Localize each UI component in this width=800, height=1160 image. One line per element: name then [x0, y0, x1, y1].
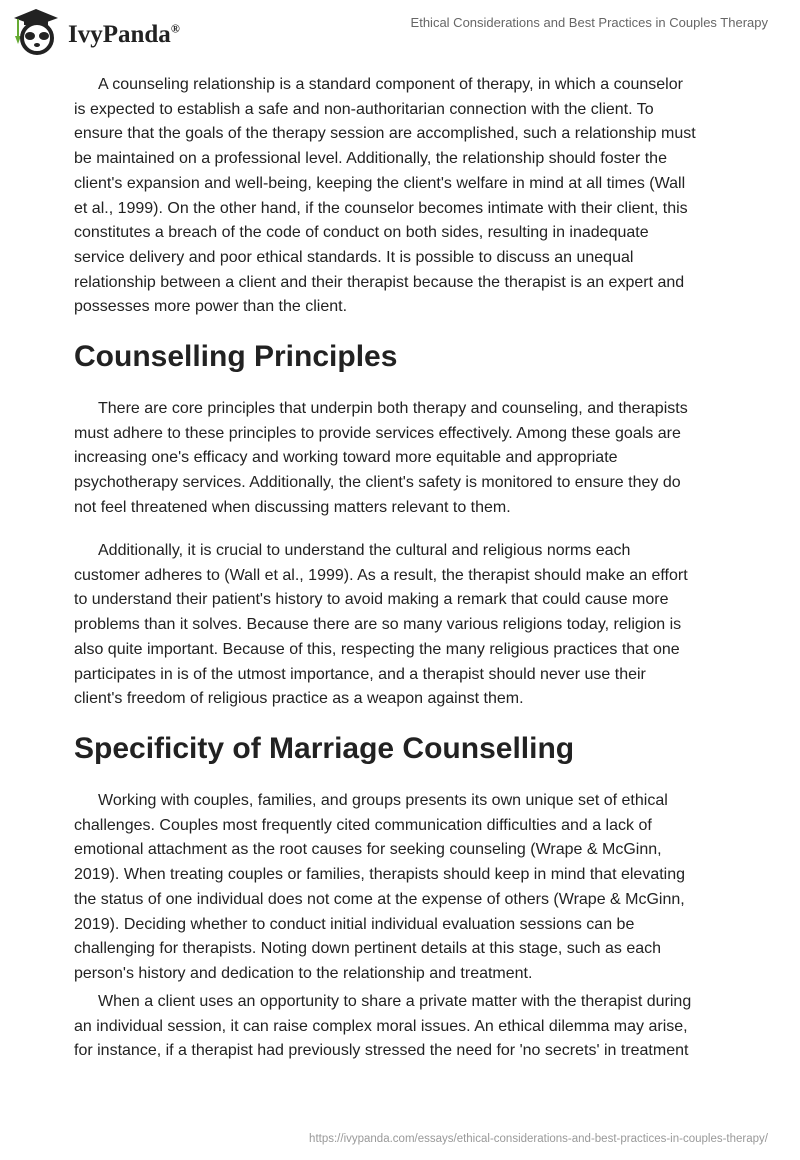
text-line: client's freedom of religious practice as a weapon against them.	[74, 690, 524, 708]
text-line: When a client uses an opportunity to share a private matter with the therapist during	[98, 993, 692, 1010]
text-line: et al., 1999). On the other hand, if the counselor becomes intimate with their client, this	[74, 199, 688, 217]
text-line: Additionally, it is crucial to understand the cultural and religious norms each	[98, 542, 631, 559]
text-line: person's history and dedication to the relationship and treatment.	[74, 964, 533, 982]
text-line: to understand their patient's history to avoid making a remark that could cause more	[74, 591, 669, 609]
text-line: not feel threatened when discussing matters relevant to them.	[74, 498, 511, 516]
text-line: constitutes a breach of the code of conduct on both sides, resulting in inadequate	[74, 224, 649, 242]
document-title: Ethical Considerations and Best Practices in Couples Therapy	[410, 15, 768, 30]
text-line: must adhere to these principles to provide services effectively. Among these goals are	[74, 424, 681, 442]
logo-text: IvyPanda®	[68, 21, 180, 48]
text-line: possesses more power than the client.	[74, 298, 348, 316]
text-line: problems than it solves. Because there are so many various religions today, religion is	[74, 616, 682, 634]
paragraph-4	[74, 789, 734, 987]
paragraph-5	[74, 990, 734, 1064]
text-line: service delivery and poor ethical standards. It is possible to discuss an unequal	[74, 248, 634, 266]
heading-marriage-counselling: Specificity of Marriage Counselling	[74, 732, 575, 765]
panda-graduate-icon	[10, 6, 62, 56]
text-line: client's expansion and well-being, keeping the client's welfare in mind at all times (Wall	[74, 174, 686, 192]
text-line: participates in is of the utmost importance, and a therapist should never use their	[74, 665, 646, 683]
text-line: relationship between a client and their therapist because the therapist is an expert and	[74, 273, 685, 291]
text-line: is expected to establish a safe and non-authoritarian connection with the client. To	[74, 100, 654, 118]
text-line: an individual session, it can raise complex moral issues. An ethical dilemma may arise,	[74, 1017, 688, 1035]
paragraph-1	[74, 73, 734, 320]
source-url[interactable]: https://ivypanda.com/essays/ethical-considerations-and-best-practices-in-couples-therapy/	[309, 1133, 768, 1145]
text-line: 2019). When treating couples or families, therapists should keep in mind that elevating	[74, 866, 686, 884]
text-line: challenges. Couples most frequently cited communication difficulties and a lack of	[74, 816, 652, 834]
paragraph-3	[74, 539, 734, 712]
text-line: be maintained on a professional level. Additionally, the relationship should foster the	[74, 150, 667, 168]
text-line: 2019). Deciding whether to conduct initial individual evaluation sessions can be	[74, 915, 635, 933]
heading-counselling-principles: Counselling Principles	[74, 340, 398, 373]
text-line: also quite important. Because of this, respecting the many religious practices that one	[74, 640, 680, 658]
text-line: challenging for therapists. Noting down pertinent details at this stage, such as each	[74, 940, 662, 958]
text-line: A counseling relationship is a standard component of therapy, in which a counselor	[98, 76, 683, 93]
text-line: for instance, if a therapist had previously stressed the need for 'no secrets' in treatment	[74, 1042, 689, 1060]
text-line: Working with couples, families, and groups presents its own unique set of ethical	[98, 792, 668, 809]
text-line: customer adheres to (Wall et al., 1999). As a result, the therapist should make an effort	[74, 566, 688, 584]
text-line: ensure that the goals of the therapy session are accomplished, such a relationship must	[74, 125, 696, 143]
text-line: emotional attachment as the root causes for seeking counseling (Wrape & McGinn,	[74, 841, 662, 859]
ivypanda-logo[interactable]	[10, 6, 180, 56]
text-line: increasing one's efficacy and working toward more equitable and appropriate	[74, 449, 618, 467]
text-line: There are core principles that underpin both therapy and counseling, and therapists	[98, 400, 688, 417]
text-line: the status of one individual does not come at the expense of others (Wrape & McGinn,	[74, 890, 685, 908]
text-line: psychotherapy services. Additionally, the client's safety is monitored to ensure they do	[74, 474, 681, 492]
paragraph-2	[74, 397, 734, 521]
